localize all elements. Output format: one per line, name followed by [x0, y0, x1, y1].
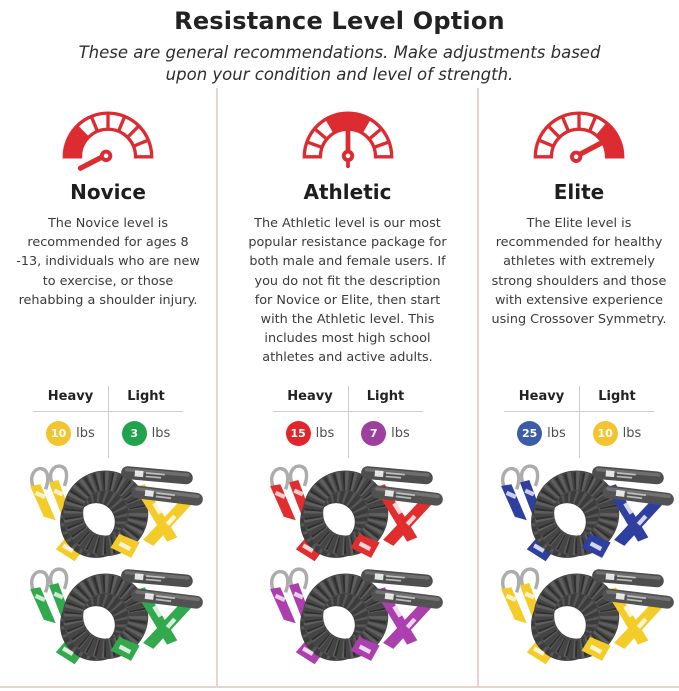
resistance-band-image [9, 565, 207, 666]
light-weight-badge: 10 [593, 421, 618, 446]
level-columns [0, 88, 679, 688]
resistance-band-image [249, 565, 447, 666]
resistance-band-image [480, 462, 678, 563]
heavy-weight-cell [273, 412, 348, 458]
light-column-header: Light [108, 386, 183, 412]
heavy-column-header: Heavy [504, 386, 579, 412]
level-description: The Athletic level is our most popular resistance package for both male and female users. If you do not fit the description for Novice or Elite, then start with the Athletic level. This includes most high school athletes and active adults. [248, 216, 447, 366]
level-description: The Novice level is recommended for ages 8 -13, individuals who are new to exercise, or those rehabbing a shoulder injury. [16, 216, 200, 308]
product-images [9, 462, 207, 666]
heavy-weight-unit: lbs [76, 426, 95, 441]
light-column-header: Light [348, 386, 423, 412]
level-description: The Elite level is recommended for healthy athletes with extremely strong shoulders and those with extensive experience using Crossover Symmetry. [491, 216, 667, 327]
heavy-column-header: Heavy [33, 386, 108, 412]
level-title-novice: Novice [70, 180, 146, 204]
heavy-weight-badge: 10 [46, 421, 71, 446]
heavy-weight-badge: 25 [517, 421, 542, 446]
light-weight-cell [579, 412, 654, 458]
light-weight-badge: 7 [361, 421, 386, 446]
weight-table [504, 386, 654, 458]
resistance-band-image [480, 565, 678, 666]
light-column-header: Light [579, 386, 654, 412]
heavy-weight-unit: lbs [547, 426, 566, 441]
product-images [480, 462, 678, 666]
resistance-band-image [9, 462, 207, 563]
column-elite [479, 88, 679, 686]
column-novice [0, 88, 218, 686]
heavy-weight-cell [504, 412, 579, 458]
light-weight-unit: lbs [622, 426, 642, 441]
gauge-low-icon [49, 96, 167, 172]
header [0, 0, 679, 86]
level-title-athletic: Athletic [303, 180, 392, 204]
resistance-band-image [249, 462, 447, 563]
heavy-column-header: Heavy [273, 386, 348, 412]
light-weight-cell [348, 412, 423, 458]
gauge-mid-icon [289, 96, 407, 172]
gauge-high-icon [520, 96, 638, 172]
level-title-elite: Elite [553, 180, 605, 204]
column-athletic [218, 88, 479, 686]
heavy-weight-badge: 15 [286, 421, 311, 446]
page-subtitle: These are general recommendations. Make adjustments based upon your condition and level of strength. [78, 43, 601, 84]
heavy-weight-unit: lbs [315, 426, 335, 441]
light-weight-unit: lbs [151, 426, 171, 441]
page-title: Resistance Level Option [174, 7, 505, 35]
light-weight-unit: lbs [391, 426, 410, 441]
heavy-weight-cell [33, 412, 108, 458]
light-weight-cell [108, 412, 183, 458]
weight-table [273, 386, 423, 458]
weight-table [33, 386, 183, 458]
product-images [249, 462, 447, 666]
light-weight-badge: 3 [122, 421, 147, 446]
